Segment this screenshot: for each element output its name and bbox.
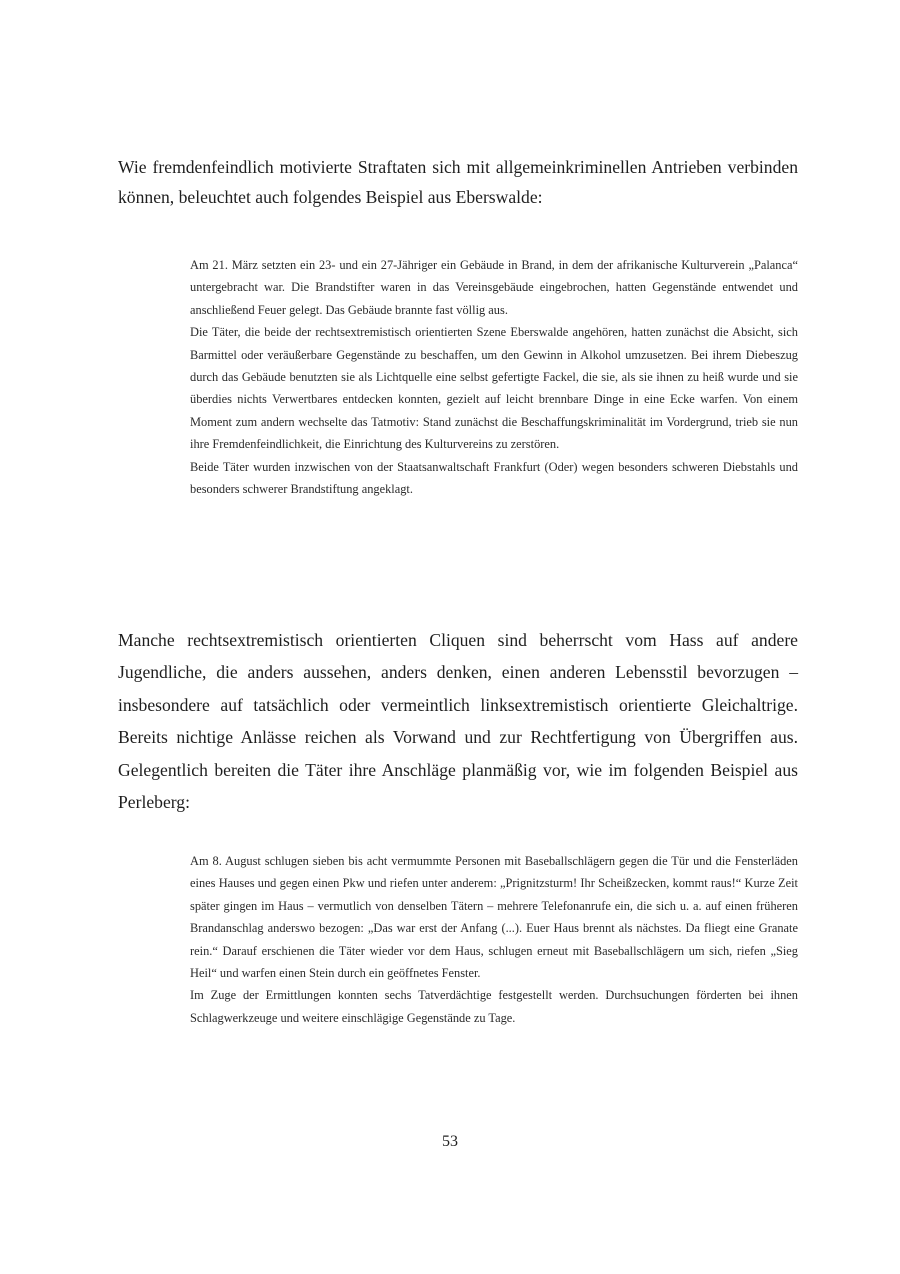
page-number: 53 (442, 1133, 458, 1150)
quote-paragraph: Im Zuge der Ermittlungen konnten sechs Tatverdächtige festgestellt werden. Durchsuchungen förderten bei ihnen Schlagwerkzeuge und weitere einschlägige Gegenstände zu Tage. (190, 988, 798, 1025)
quote-paragraph: Beide Täter wurden inzwischen von der Staatsanwaltschaft Frankfurt (Oder) wegen besonders schweren Diebstahls und besonders schwerer Brandstiftung angeklagt. (190, 459, 798, 497)
quote-paragraph: Am 8. August schlugen sieben bis acht vermummte Personen mit Baseballschlägern gegen die Tür und die Fensterläden eines Hauses und gegen einen Pkw und riefen unter anderem: „Prignitzsturm! Ihr Scheißzecken, kommt raus!“ Kurze Zeit später gingen im Haus – vermutlich von denselben Tätern – mehrere Telefonanrufe ein, die sich u. a. auf einen früheren Brandanschlag anderswo bezogen: „Das war erst der Anfang (...). Euer Haus brennt als nächstes. Da fliegt eine Granate rein.“ Darauf erschienen die Täter wieder vor dem Haus, schlugen erneut mit Baseballschlägern um sich, riefen „Sieg Heil“ und warfen einen Stein durch ein geöffnetes Fenster. (190, 854, 798, 981)
intro-paragraph-1: Wie fremdenfeindlich motivierte Straftaten sich mit allgemeinkriminellen Antrieben verbinden können, beleuchtet auch folgendes Beispiel aus Eberswalde: (118, 157, 798, 207)
intro-paragraph-2: Manche rechtsextremistisch orientierten Cliquen sind beherrscht vom Hass auf andere Jugendliche, die anders aussehen, anders denken, einen anderen Lebensstil bevorzugen – insbesondere auf tatsächlich oder vermeintlich linksextremistisch orientierte Gleichaltrige. Bereits nichtige Anlässe reichen als Vorwand und zur Rechtfertigung von Übergriffen aus. Gelegentlich bereiten die Täter ihre Anschläge planmäßig vor, wie im folgenden Beispiel aus Perleberg: (118, 630, 798, 813)
quote-paragraph: Am 21. März setzten ein 23- und ein 27-Jähriger ein Gebäude in Brand, in dem der afrikanische Kulturverein „Palanca“ untergebracht war. Die Brandstifter waren in das Vereinsgebäude eingebrochen, hatten Gegenstände entwendet und anschließend Feuer gelegt. Das Gebäude brannte fast völlig aus. (190, 258, 798, 317)
quote-paragraph: Die Täter, die beide der rechtsextremistisch orientierten Szene Eberswalde angehören, hatten zunächst die Absicht, sich Barmittel oder veräußerbare Gegenstände zu beschaffen, um den Gewinn in Alkohol umzusetzen. Bei ihrem Diebeszug durch das Gebäude benutzten sie als Lichtquelle eine selbst gefertigte Fackel, die sie, als sie ihnen zu heiß wurde und sie überdies nichts Verwertbares entdecken konnten, gezielt auf leicht brennbare Dinge in eine Ecke warfen. Von einem Moment zum andern wechselte das Tatmotiv: Stand zunächst die Beschaffungskriminalität im Vordergrund, trieb sie nun ihre Fremdenfeindlichkeit, die Einrichtung des Kulturvereins zu zerstören. (190, 325, 798, 452)
quote-block-eberswalde (190, 254, 798, 500)
quote-block-perleberg (190, 850, 798, 1029)
